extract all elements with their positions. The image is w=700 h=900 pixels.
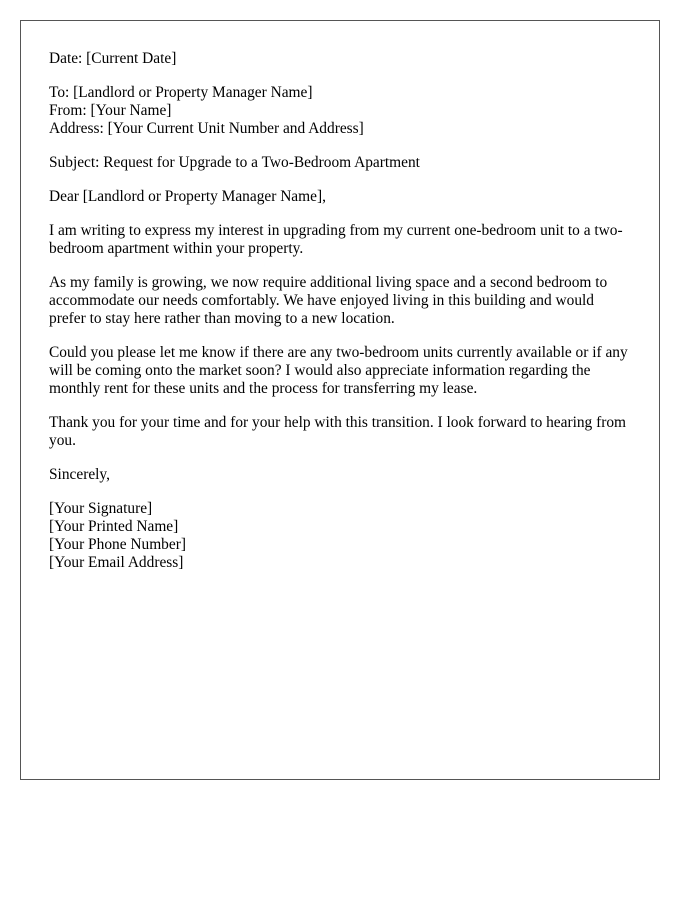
address-line: Address: [Your Current Unit Number and Address] — [49, 120, 364, 137]
printed-name-line: [Your Printed Name] — [49, 518, 179, 535]
from-line: From: [Your Name] — [49, 102, 172, 119]
closing: Sincerely, — [49, 466, 110, 483]
date-line: Date: [Current Date] — [49, 50, 177, 67]
body-paragraph: Could you please let me know if there are any two-bedroom units currently available or if any will be coming onto the market soon? I would also appreciate information regarding the monthly rent for these units and the process for transferring my lease. — [49, 344, 628, 397]
body-paragraph: As my family is growing, we now require additional living space and a second bedroom to accommodate our needs comfortably. We have enjoyed living in this building and would prefer to stay here rather than moving to a new location. — [49, 274, 608, 327]
signature-block — [49, 500, 631, 572]
letter-page — [20, 20, 660, 780]
to-line: To: [Landlord or Property Manager Name] — [49, 84, 313, 101]
body-paragraph: Thank you for your time and for your help with this transition. I look forward to hearing from you. — [49, 414, 627, 449]
signature-line: [Your Signature] — [49, 500, 153, 517]
email-address-line: [Your Email Address] — [49, 554, 184, 571]
salutation: Dear [Landlord or Property Manager Name], — [49, 188, 326, 205]
subject-line: Subject: Request for Upgrade to a Two-Bedroom Apartment — [49, 154, 420, 171]
header-block — [49, 84, 631, 138]
body-paragraph: I am writing to express my interest in upgrading from my current one-bedroom unit to a two-bedroom apartment within your property. — [49, 222, 623, 257]
phone-number-line: [Your Phone Number] — [49, 536, 186, 553]
